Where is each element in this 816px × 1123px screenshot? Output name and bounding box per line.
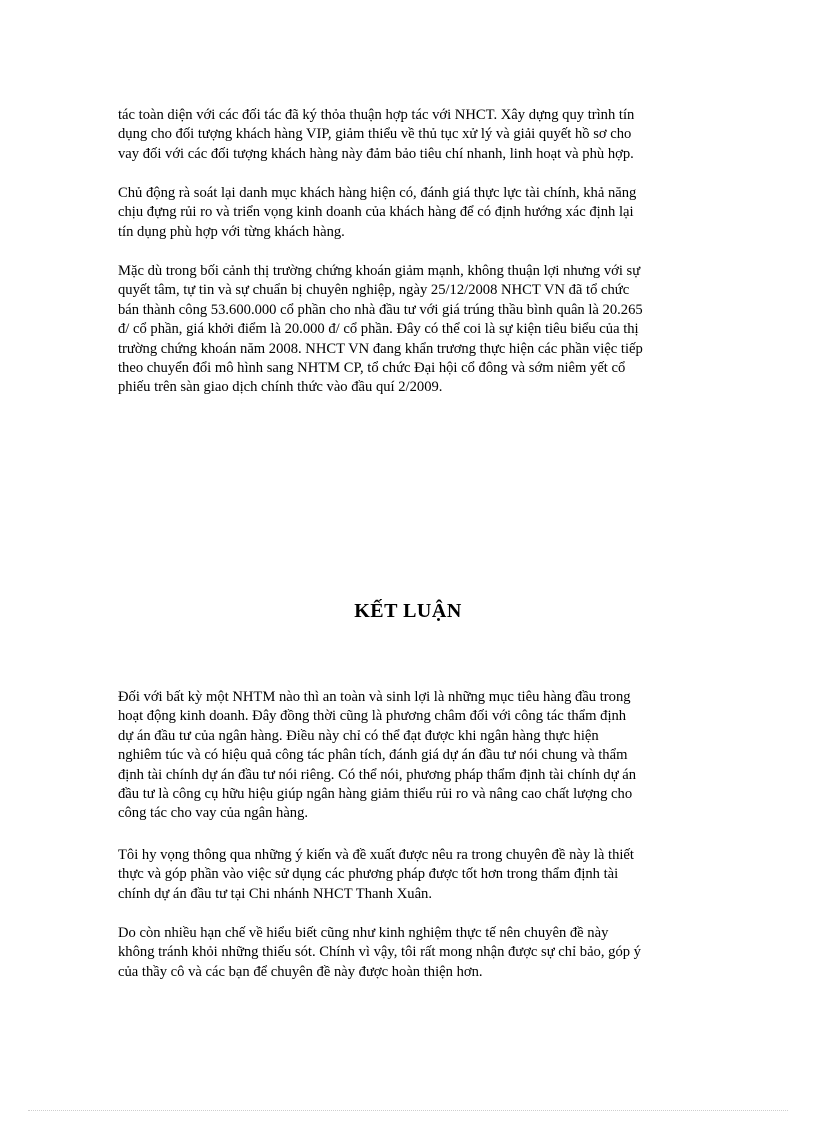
text-line: Do còn nhiều hạn chế về hiểu biết cũng như kinh nghiệm thực tế nên chuyên đề này [118,925,609,941]
text-line: đầu tư là công cụ hữu hiệu giúp ngân hàng giảm thiểu rủi ro và nâng cao chất lượng cho [118,786,633,803]
text-line: Mặc dù trong bối cảnh thị trường chứng khoán giảm mạnh, không thuận lợi nhưng với sự [118,263,641,279]
text-line: tín dụng phù hợp với từng khách hàng. [118,223,345,240]
text-line: Tôi hy vọng thông qua những ý kiến và đề xuất được nêu ra trong chuyên đề này là thiết [118,847,634,863]
text-line: chính dự án đầu tư tại Chi nhánh NHCT Thanh Xuân. [118,885,433,902]
text-line: không tránh khỏi những thiếu sót. Chính vì vậy, tôi rất mong nhận được sự chỉ bảo, góp ý [118,944,641,961]
text-line: công tác cho vay của ngân hàng. [118,805,309,822]
paragraph-ipo [118,262,698,398]
paragraph-limitations [118,924,698,982]
paragraph-customer-review [118,184,698,242]
text-line: vay đối với các đối tượng khách hàng này đảm bảo tiêu chí nhanh, linh hoạt và phù hợp. [118,145,634,162]
text-line: tác toàn diện với các đối tác đã ký thỏa thuận hợp tác với NHCT. Xây dựng quy trình tín [118,107,635,123]
text-line: chịu đựng rủi ro và triển vọng kinh doanh của khách hàng để có định hướng xác định lại [118,204,634,221]
text-line: Chủ động rà soát lại danh mục khách hàng hiện có, đánh giá thực lực tài chính, khả năng [118,185,637,201]
text-line: đ/ cổ phần, giá khởi điểm là 20.000 đ/ cổ phần. Đây có thể coi là sự kiện tiêu biểu của thị [118,321,639,338]
text-line: theo chuyển đổi mô hình sang NHTM CP, tổ chức Đại hội cổ đông và sớm niêm yết cổ [118,360,626,377]
text-line: quyết tâm, tự tin và sự chuẩn bị chuyên nghiệp, ngày 25/12/2008 NHCT VN đã tổ chức [118,282,630,299]
paragraph-cooperation [118,106,698,164]
text-line: thực và góp phần vào việc sử dụng các phương pháp được tốt hơn trong thẩm định tài [118,866,619,883]
text-line: trường chứng khoán năm 2008. NHCT VN đang khẩn trương thực hiện các phần việc tiếp [118,340,643,357]
text-line: bán thành công 53.600.000 cổ phần cho nhà đầu tư với giá trúng thầu bình quân là 20.265 [118,301,643,318]
text-line: nghiêm túc và có hiệu quả công tác phân tích, đánh giá dự án đầu tư nói chung và thẩm [118,747,628,764]
text-line: dụng cho đối tượng khách hàng VIP, giảm thiểu về thủ tục xử lý và giải quyết hồ sơ cho [118,126,632,143]
text-line: định tài chính dự án đầu tư nói riêng. Có thể nói, phương pháp thẩm định tài chính dự án [118,766,637,783]
text-line: Đối với bất kỳ một NHTM nào thì an toàn và sinh lợi là những mục tiêu hàng đầu trong [118,689,631,705]
text-line: phiếu trên sàn giao dịch chính thức vào đầu quí 2/2009. [118,379,443,396]
text-line: hoạt động kinh doanh. Đây đồng thời cũng là phương châm đối với công tác thẩm định [118,708,627,725]
conclusion-heading: KẾT LUẬN [354,600,462,622]
text-line: dự án đầu tư của ngân hàng. Điều này chỉ có thể đạt được khi ngân hàng thực hiện [118,727,599,744]
paragraph-conclusion-main [118,688,698,824]
text-line: của thầy cô và các bạn để chuyên đề này được hoàn thiện hơn. [118,963,483,980]
page-bottom-divider [28,1110,788,1111]
paragraph-hope [118,846,698,904]
